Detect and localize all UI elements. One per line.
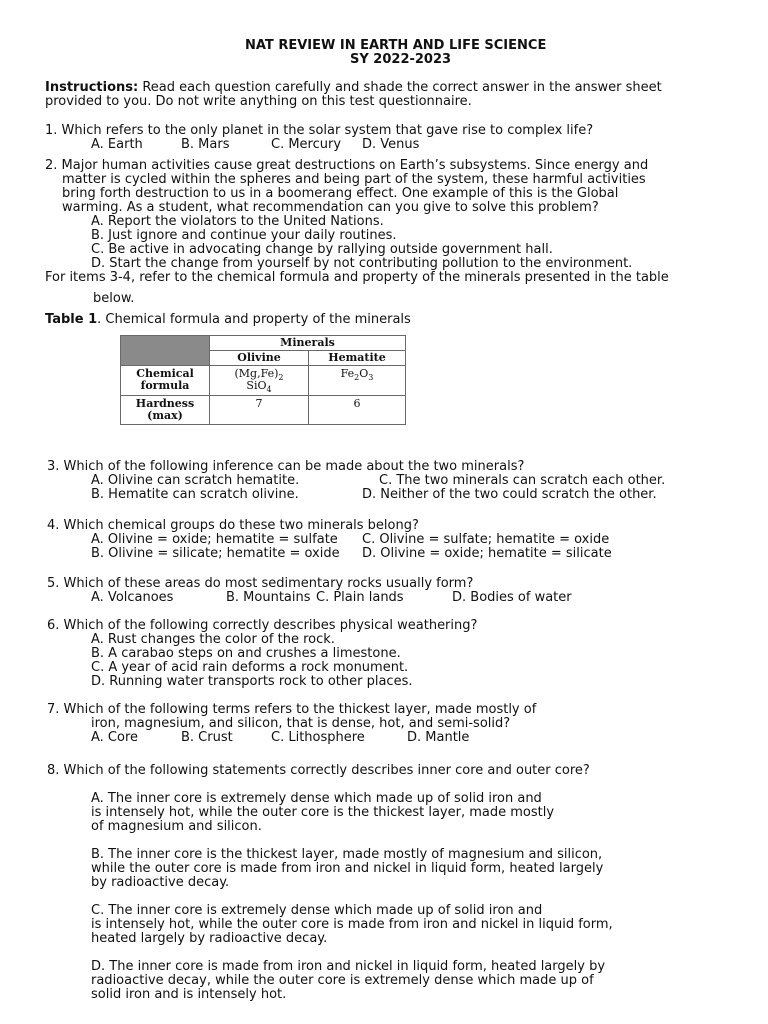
q2-option-a: A. Report the violators to the United Nations. <box>91 214 384 229</box>
items-note-line-1: For items 3-4, refer to the chemical formula and property of the minerals presented in the table <box>45 270 669 285</box>
q2-option-c: C. Be active in advocating change by rallying outside government hall. <box>91 242 553 257</box>
hematite-hardness-cell: 6 <box>309 395 406 424</box>
q6-option-b: B. A carabao steps on and crushes a limestone. <box>91 646 401 661</box>
q8-option-a-line-3: of magnesium and silicon. <box>91 819 262 834</box>
q8-option-a-line-1: A. The inner core is extremely dense which made up of solid iron and <box>91 791 542 806</box>
q4-option-a: A. Olivine = oxide; hematite = sulfate <box>91 532 338 547</box>
page-title: NAT REVIEW IN EARTH AND LIFE SCIENCE <box>245 38 547 53</box>
q1-option-a: A. Earth <box>91 137 143 152</box>
q4-option-d: D. Olivine = oxide; hematite = silicate <box>362 546 612 561</box>
hematite-formula-cell: $Fe_2O_3$ <box>309 366 406 395</box>
q6-option-c: C. A year of acid rain deforms a rock monument. <box>91 660 409 675</box>
table-caption-text: . Chemical formula and property of the minerals <box>97 312 411 327</box>
q5-option-b: B. Mountains <box>226 590 311 605</box>
q8-option-b-line-1: B. The inner core is the thickest layer, made mostly of magnesium and silicon, <box>91 847 603 862</box>
q8-option-b-line-3: by radioactive decay. <box>91 875 230 890</box>
q1-option-c: C. Mercury <box>271 137 342 152</box>
q7-option-a: A. Core <box>91 730 139 745</box>
q5-stem: 5. Which of these areas do most sedimentary rocks usually form? <box>47 576 474 591</box>
q7-option-c: C. Lithosphere <box>271 730 365 745</box>
instructions-line-2: provided to you. Do not write anything on this test questionnaire. <box>45 94 472 109</box>
table-group-header: Minerals <box>210 336 406 351</box>
olivine-hardness-cell: 7 <box>210 395 309 424</box>
q2-stem-line-2: matter is cycled within the spheres and being part of the system, these harmful activities <box>62 172 646 187</box>
q4-stem: 4. Which chemical groups do these two minerals belong? <box>47 518 419 533</box>
q7-option-b: B. Crust <box>181 730 233 745</box>
q8-option-d-line-1: D. The inner core is made from iron and nickel in liquid form, heated largely by <box>91 959 606 974</box>
q2-option-b: B. Just ignore and continue your daily routines. <box>91 228 397 243</box>
q5-option-a: A. Volcanoes <box>91 590 174 605</box>
q5-option-c: C. Plain lands <box>316 590 404 605</box>
table-col-hematite: Hematite <box>309 351 406 366</box>
q2-stem-line-4: warming. As a student, what recommendation can you give to solve this problem? <box>62 200 599 215</box>
q8-option-c-line-1: C. The inner core is extremely dense which made up of solid iron and <box>91 903 543 918</box>
q7-stem-line-1: 7. Which of the following terms refers to the thickest layer, made mostly of <box>47 702 537 717</box>
q4-option-c: C. Olivine = sulfate; hematite = oxide <box>362 532 610 547</box>
q4-option-b: B. Olivine = silicate; hematite = oxide <box>91 546 340 561</box>
q3-option-a: A. Olivine can scratch hematite. <box>91 473 300 488</box>
instructions-text-1: Read each question carefully and shade the correct answer in the answer sheet <box>138 80 662 95</box>
instructions-label: Instructions: <box>45 80 139 95</box>
q3-option-c: C. The two minerals can scratch each other. <box>379 473 666 488</box>
minerals-table <box>120 335 406 425</box>
q2-option-d: D. Start the change from yourself by not contributing pollution to the environment. <box>91 256 633 271</box>
q8-option-c-line-3: heated largely by radioactive decay. <box>91 931 328 946</box>
q6-stem: 6. Which of the following correctly describes physical weathering? <box>47 618 478 633</box>
table-row-label-hardness: Hardness (max) <box>121 395 210 424</box>
q8-option-a-line-2: is intensely hot, while the outer core is the thickest layer, made mostly <box>91 805 555 820</box>
q8-option-d-line-3: solid iron and is intensely hot. <box>91 987 287 1002</box>
q1-option-d: D. Venus <box>362 137 420 152</box>
q1-stem: 1. Which refers to the only planet in the solar system that gave rise to complex life? <box>45 123 594 138</box>
q8-option-b-line-2: while the outer core is made from iron and nickel in liquid form, heated largely <box>91 861 604 876</box>
q6-option-d: D. Running water transports rock to other places. <box>91 674 413 689</box>
table-caption-label: Table 1 <box>45 312 98 327</box>
table-caption <box>45 313 411 327</box>
q2-stem-line-1: 2. Major human activities cause great destructions on Earth’s subsystems. Since energy and <box>45 158 649 173</box>
q7-option-d: D. Mantle <box>407 730 470 745</box>
q3-stem: 3. Which of the following inference can be made about the two minerals? <box>47 459 525 474</box>
instructions-line-1 <box>45 81 662 95</box>
table-row-label-chemical-formula: Chemical formula <box>121 366 210 395</box>
q5-option-d: D. Bodies of water <box>452 590 572 605</box>
q1-option-b: B. Mars <box>181 137 230 152</box>
school-year: SY 2022-2023 <box>350 52 452 67</box>
q8-stem: 8. Which of the following statements correctly describes inner core and outer core? <box>47 763 590 778</box>
table-corner-cell <box>121 336 210 366</box>
items-note-line-2: below. <box>93 291 135 306</box>
table-col-olivine: Olivine <box>210 351 309 366</box>
q3-option-b: B. Hematite can scratch olivine. <box>91 487 299 502</box>
q8-option-c-line-2: is intensely hot, while the outer core is made from iron and nickel in liquid form, <box>91 917 613 932</box>
olivine-formula-cell: $(Mg,Fe)_2$ SiO$_4$ <box>210 366 309 395</box>
q7-stem-line-2: iron, magnesium, and silicon, that is dense, hot, and semi-solid? <box>91 716 511 731</box>
q8-option-d-line-2: radioactive decay, while the outer core is extremely dense which made up of <box>91 973 594 988</box>
q3-option-d: D. Neither of the two could scratch the other. <box>362 487 657 502</box>
q6-option-a: A. Rust changes the color of the rock. <box>91 632 335 647</box>
q2-stem-line-3: bring forth destruction to us in a boomerang effect. One example of this is the Global <box>62 186 619 201</box>
